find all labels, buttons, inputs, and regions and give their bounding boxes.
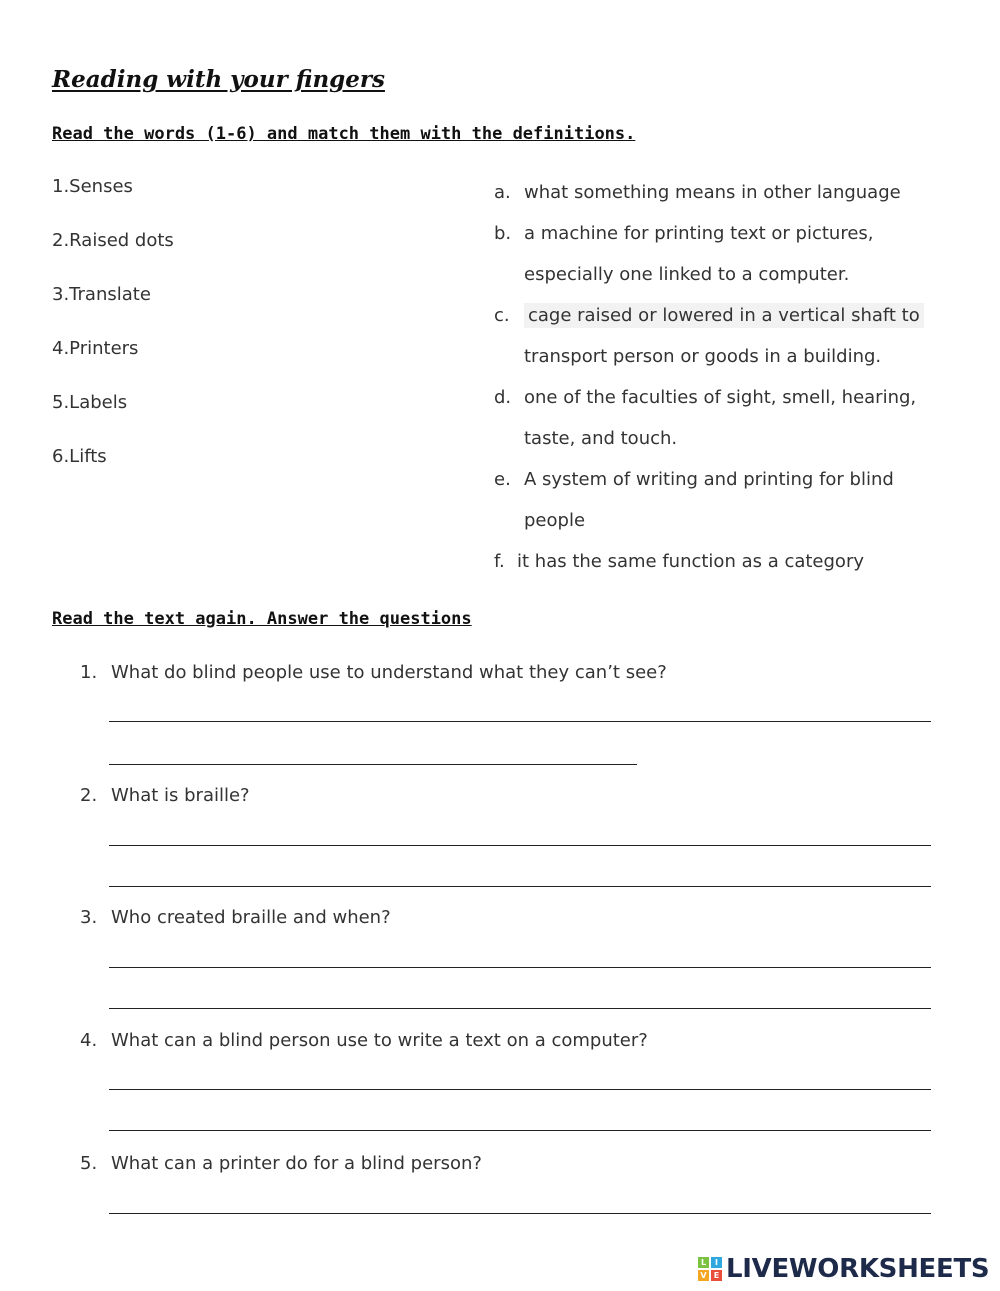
definition-letter: f. [494,551,505,572]
logo-block: L [698,1257,709,1268]
answer-line[interactable] [109,1089,931,1090]
question-number: 4. [80,1030,98,1051]
definition-item [494,213,954,295]
answer-line[interactable] [109,721,931,722]
definition-text: one of the faculties of sight, smell, hearing, taste, and touch. [524,387,917,449]
logo-text: LIVEWORKSHEETS [726,1254,990,1284]
question-text: What is braille? [111,785,250,806]
word-item: 3.Translate [52,284,151,305]
definitions-list [494,172,954,582]
question-text: What can a blind person use to write a text on a computer? [111,1030,648,1051]
highlighted-text: cage raised or lowered in a vertical shaft to [524,303,924,328]
question-number: 1. [80,662,98,683]
definition-text-rest: transport person or goods in a building. [524,346,882,367]
word-item: 1.Senses [52,176,133,197]
question-item [80,785,250,806]
question-item [80,907,391,928]
definition-item [494,172,954,213]
section2-heading: Read the text again. Answer the questions [52,609,472,629]
definition-text: a machine for printing text or pictures, especially one linked to a computer. [524,223,874,285]
question-number: 5. [80,1153,98,1174]
question-number: 3. [80,907,98,928]
word-item: 6.Lifts [52,446,107,467]
logo-blocks-icon [698,1257,722,1281]
answer-line[interactable] [109,967,931,968]
definition-letter: e. [494,469,511,490]
definition-text: it has the same function as a category [517,551,865,572]
answer-line[interactable] [109,886,931,887]
worksheet-title: Reading with your fingers [52,66,385,93]
answer-line[interactable] [109,1213,931,1214]
word-item: 5.Labels [52,392,128,413]
definition-item [494,295,954,377]
word-item: 2.Raised dots [52,230,174,251]
logo-block: V [698,1270,709,1281]
question-number: 2. [80,785,98,806]
definition-item [494,459,954,541]
answer-line[interactable] [109,1130,931,1131]
definition-letter: a. [494,182,511,203]
answer-line[interactable] [109,845,931,846]
definition-text [524,295,954,377]
question-item [80,662,667,683]
answer-line[interactable] [109,764,637,765]
definition-item [494,377,954,459]
word-item: 4.Printers [52,338,139,359]
question-text: What can a printer do for a blind person? [111,1153,482,1174]
definition-letter: c. [494,305,510,326]
definition-text: A system of writing and printing for blind people [524,469,894,531]
question-text: What do blind people use to understand what they can’t see? [111,662,667,683]
question-item [80,1030,648,1051]
liveworksheets-logo [698,1254,989,1284]
question-text: Who created braille and when? [111,907,391,928]
logo-block: I [711,1257,722,1268]
definition-text: what something means in other language [524,182,901,203]
definition-letter: b. [494,223,512,244]
question-item [80,1153,482,1174]
logo-block: E [711,1270,722,1281]
definition-letter: d. [494,387,512,408]
answer-line[interactable] [109,1008,931,1009]
section1-heading: Read the words (1-6) and match them with the definitions. [52,124,636,144]
definition-item [494,541,954,582]
